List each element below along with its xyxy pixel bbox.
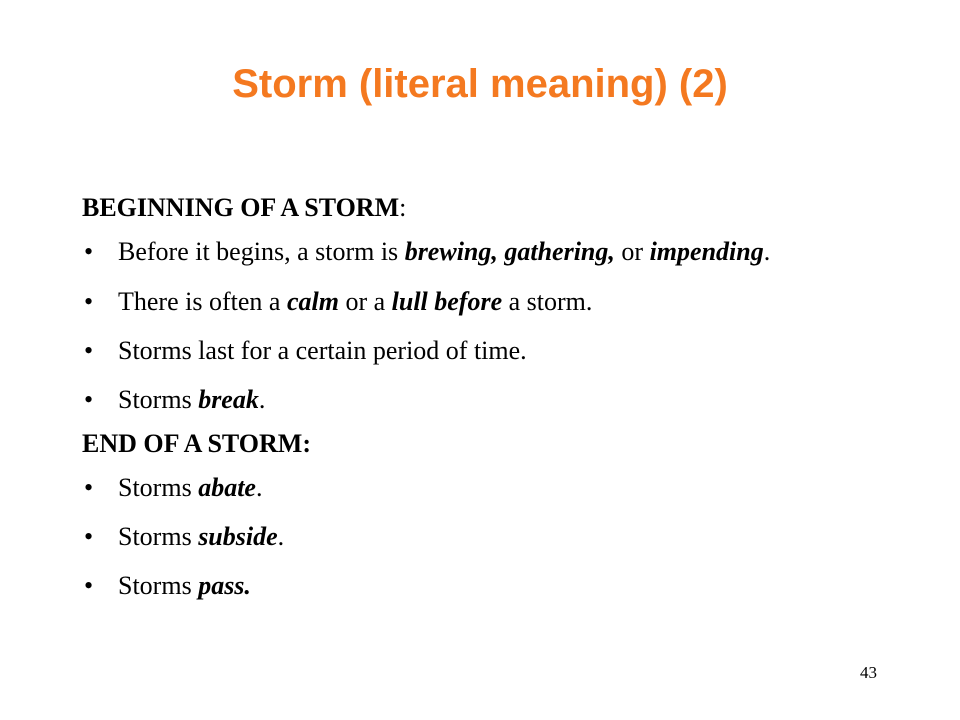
bullet-item	[82, 521, 842, 553]
bullet-item	[82, 384, 842, 416]
bullet-dot: •	[84, 571, 94, 600]
bullet-item	[82, 286, 842, 318]
slide-body	[82, 192, 842, 619]
page-number: 43	[860, 663, 877, 682]
section-heading-text: BEGINNING OF A STORM	[82, 193, 400, 222]
bullet-text: Storms	[118, 473, 199, 502]
bullet-emphasis: brewing, gathering,	[404, 237, 615, 266]
section-heading-colon: :	[399, 193, 407, 222]
bullet-emphasis: subside	[198, 522, 278, 551]
bullet-text: or	[614, 237, 650, 266]
bullet-emphasis: calm	[286, 287, 339, 316]
bullet-text: a storm.	[502, 287, 593, 316]
bullet-dot: •	[84, 522, 94, 551]
bullet-dot: •	[84, 237, 94, 266]
bullet-text: or a	[338, 287, 392, 316]
section-heading-beginning	[82, 192, 842, 224]
bullet-item	[82, 236, 842, 268]
bullet-emphasis: pass.	[198, 571, 251, 600]
bullet-text: Storms	[118, 385, 199, 414]
bullet-text: .	[763, 237, 771, 266]
bullet-item	[82, 472, 842, 504]
bullet-text: There is often a	[118, 287, 287, 316]
bullet-text: .	[277, 522, 285, 551]
bullet-emphasis: impending	[649, 237, 764, 266]
bullet-text: Storms	[118, 571, 199, 600]
slide-title: Storm (literal meaning) (2)	[232, 62, 728, 106]
section-heading-colon: :	[302, 429, 311, 458]
bullet-text: Storms	[118, 522, 199, 551]
bullet-text: .	[255, 473, 263, 502]
bullet-dot: •	[84, 385, 94, 414]
bullet-text: Before it begins, a storm is	[118, 237, 405, 266]
bullet-emphasis: abate	[198, 473, 256, 502]
bullet-item	[82, 335, 842, 367]
bullet-dot: •	[84, 336, 94, 365]
bullet-dot: •	[84, 473, 94, 502]
section-heading-end	[82, 428, 842, 460]
bullet-text: .	[258, 385, 266, 414]
bullet-dot: •	[84, 287, 94, 316]
bullet-emphasis: lull before	[391, 287, 503, 316]
section-heading-text: END OF A STORM	[82, 429, 303, 458]
bullet-emphasis: break	[198, 385, 259, 414]
bullet-item	[82, 570, 842, 602]
bullet-text: Storms last for a certain period of time.	[118, 336, 527, 365]
